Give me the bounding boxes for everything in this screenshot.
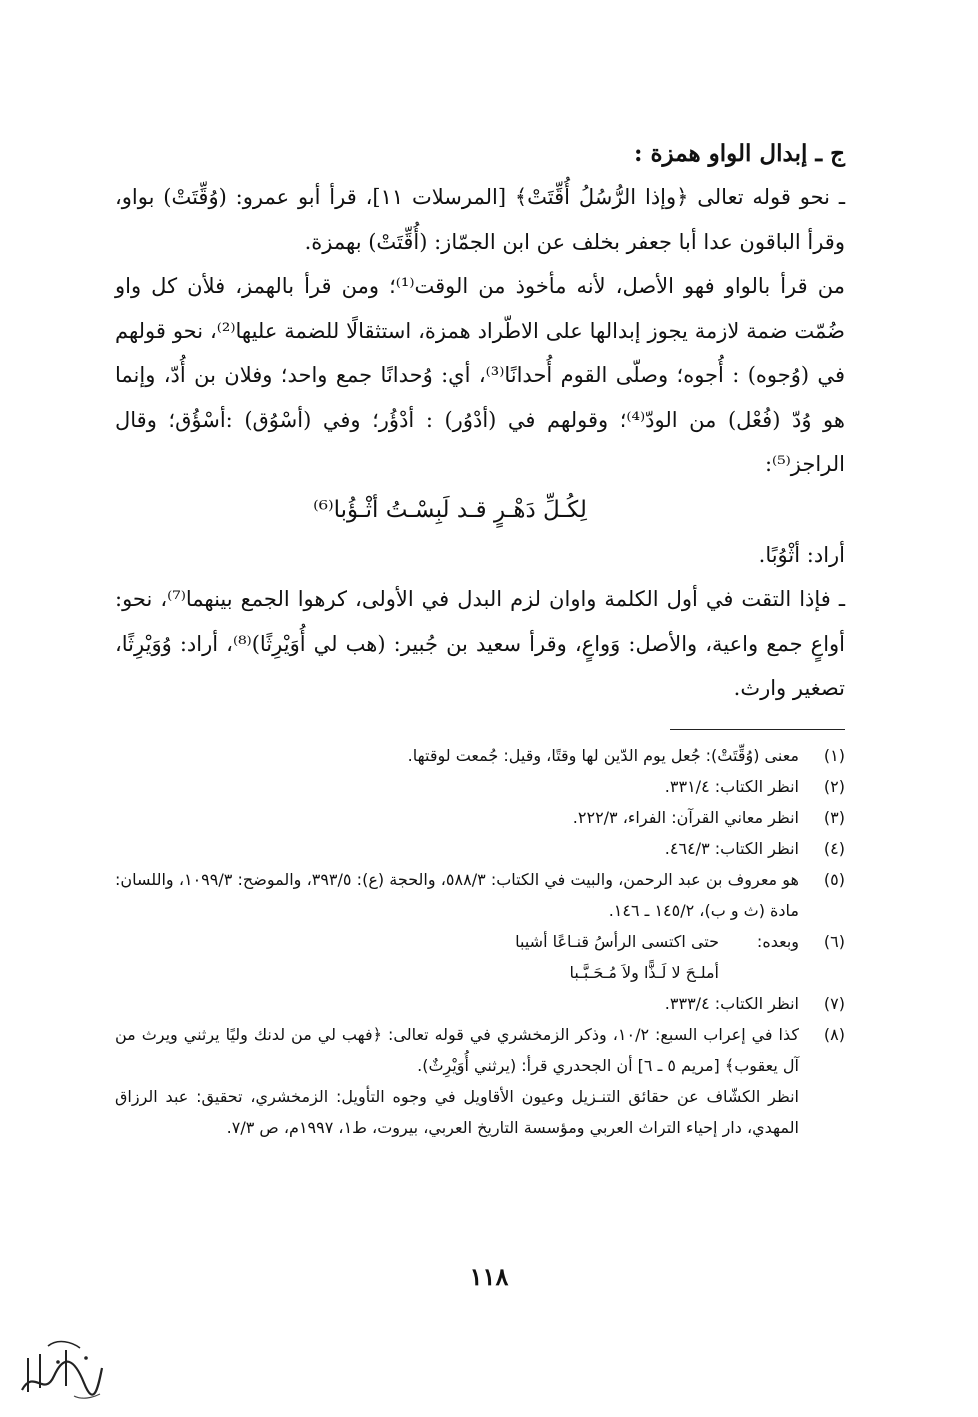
- page-body: [115, 125, 845, 1143]
- footnote-2: [115, 771, 845, 802]
- footnote-8: [115, 1019, 845, 1143]
- footnote-number: (٣): [823, 807, 845, 827]
- footnote-text: معنى (وُقِّتَتْ): جُعل يوم الدّين لها وقتًا، وقيل: جُمعت لوقتها.: [407, 745, 799, 765]
- footnote-text: انظر الكتاب: ٣٣٣/٤.: [664, 993, 799, 1013]
- footnote-separator: [670, 729, 845, 730]
- paragraph-1: ـ نحو قوله تعالى ﴿وإذا الرُّسُلُ أُقِّتَتْ﴾ [المرسلات ١١]، قرأ أبو عمرو: (وُقِّتَتْ) بواو، وقرأ الباقون عدا أبا جعفر بخلف عن ابن الجمّاز: (أُقِّتَتْ) بهمزة.: [115, 185, 846, 254]
- publisher-stamp-logo: [14, 1328, 106, 1408]
- footnote-number: (٢): [823, 776, 845, 796]
- footnote-verse-line-1: حتى اكتسى الرأسُ قنـاعًا أشيبا: [515, 931, 719, 951]
- footnote-6: [115, 926, 845, 988]
- footnotes: [115, 740, 845, 1143]
- footnote-text-block: [115, 1019, 799, 1143]
- footnote-number: (٦): [823, 931, 845, 951]
- footnote-verse-line-2: أملـحَ لا لَـذًّا ولاَ مُـحَـبَّـبا: [569, 962, 719, 982]
- footnote-verse-label: وبعده:: [756, 931, 799, 951]
- footnote-text: انظر الكتاب: ٤٦٤/٣.: [664, 838, 799, 858]
- page-number: ١١٨: [469, 1262, 509, 1291]
- footnote-1: [115, 740, 845, 771]
- footnote-7: [115, 988, 845, 1019]
- footnote-verse-lines: [515, 926, 719, 988]
- footnote-verse: [115, 926, 799, 988]
- footnote-text: انظر معاني القرآن: الفراء، ٢٢٢/٣.: [572, 807, 799, 827]
- footnote-number: (٥): [823, 869, 845, 889]
- verse-explanation: أراد: أثْوُبًا.: [758, 542, 845, 567]
- paragraph-3: ـ فإذا التقت في أول الكلمة واوان لزم البدل في الأولى، كرهوا الجمع بينهما⁽⁷⁾، نحو: أواعٍ جمع واعية، والأصل: وَواعٍ، وقرأ سعيد بن جُبير: (هب لي أُوَيْرِثًا)⁽⁸⁾، أراد: وُوَيْرِثًا، تصغير وارث.: [115, 587, 846, 700]
- footnote-number: (٧): [823, 993, 845, 1013]
- section-heading: ج ـ إبدال الواو همزة :: [633, 140, 845, 167]
- footnote-text-continued: انظر الكشّاف عن حقائق التنـزيل وعيون الأقاويل في وجوه التأويل: الزمخشري، تحقيق: عبد الرزاق المهدي، دار إحياء التراث العربي ومؤسسة التاريخ العربي، بيروت، ط١، ١٩٩٧م، ص ٧/٣.: [115, 1086, 799, 1137]
- footnote-number: (٤): [823, 838, 845, 858]
- footnote-5: [115, 864, 845, 926]
- paragraph-2: من قرأ بالواو فهو الأصل، لأنه مأخوذ من الوقت⁽¹⁾؛ ومن قرأ بالهمز، فلأن كل واو ضُمّت ضمة لازمة يجوز إبدالها على الاطّراد همزة، استثقالًا للضمة عليها⁽²⁾، نحو قولهم في (وُجوه) : أُجوه؛ وصلّى القوم أُحدانًا⁽³⁾، أي: وُحدانًا جمع واحد؛ وفلان بن أُدّ، وإنما هو وُدّ (فُعْل) من الودّ⁽⁴⁾؛ وقولهم في (أدْوُر) : أدْؤُر؛ وفي (أسْوُق) :أسْؤُق؛ وقال الراجز⁽⁵⁾:: [115, 274, 846, 476]
- footnote-4: [115, 833, 845, 864]
- footnote-number: (٨): [823, 1024, 845, 1044]
- footnote-text: هو معروف بن عبد الرحمن، والبيت في الكتاب: ٥٨٨/٣، والحجة (ع): ٣٩٣/٥، والموضح: ١٠٩٩/٣، واللسان: مادة (ث و ب)، ١٤٥/٢ ـ ١٤٦.: [115, 869, 799, 920]
- footnote-number: (١): [823, 745, 845, 765]
- footnote-text: انظر الكتاب: ٣٣١/٤.: [664, 776, 799, 796]
- footnote-text: كذا في إعراب السبع: ١٠/٢، وذكر الزمخشري في قوله تعالى: ﴿فهب لي من لدنك وليًا يرثني ويرث من آل يعقوب﴾ [مريم ٥ ـ ٦] أن الجحدري قرأ: (يرثني أُوَيْرِثٌ).: [115, 1024, 799, 1075]
- footnote-3: [115, 802, 845, 833]
- poetry-verse: لِكُـلِّ دَهْـرٍ قـد لَبِسْـتُ أثْـؤُبا⁽⁶⁾: [313, 496, 587, 523]
